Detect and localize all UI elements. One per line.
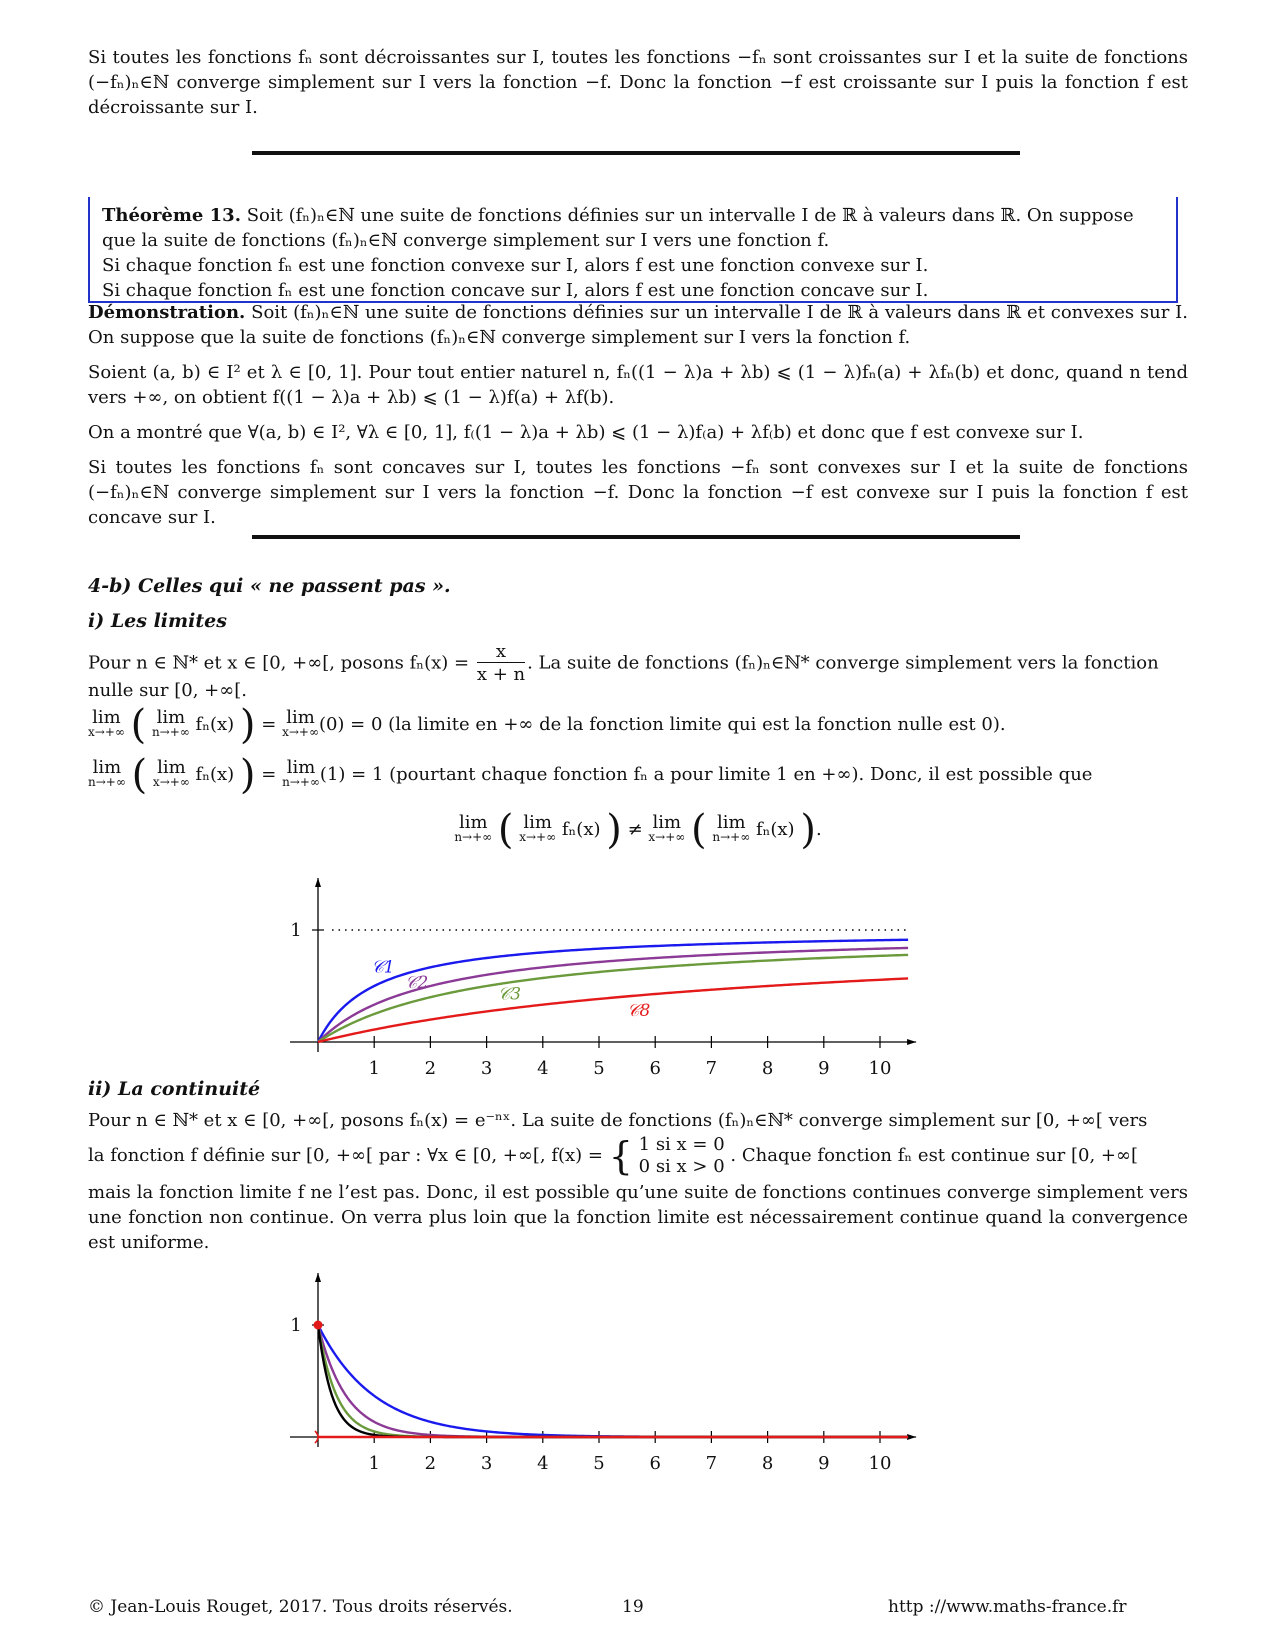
x-tick-label-1: 1 xyxy=(368,1058,380,1079)
demo-text1: Soit (fₙ)ₙ∈ℕ une suite de fonctions définies sur un intervalle I de ℝ à valeurs dans ℝ et convexes sur I. On suppose que la suite de fonctions (fₙ)ₙ∈ℕ converge simplement sur I vers la fonction f. xyxy=(88,302,1188,348)
lim-2: lim x→+∞ xyxy=(519,812,557,844)
x-tick-label-5: 5 xyxy=(593,1453,605,1474)
equation-row-3: lim n→+∞ ( lim x→+∞ fₙ(x) ) ≠ lim x→+∞ ( lim n→+∞ fₙ(x) ). xyxy=(454,807,822,853)
inner-expression: fₙ(x) xyxy=(195,714,235,735)
open-paren: ( xyxy=(131,752,148,798)
lim-eq: lim n→+∞ xyxy=(282,757,320,789)
continuity-text-b: . Chaque fonction fₙ est continue sur [0, +∞[ xyxy=(730,1145,1138,1166)
continuity-definition-line: la fonction f définie sur [0, +∞[ par : ∀x ∈ [0, +∞[, f(x) = { 1 si x = 0 0 si x > 0 . Chaque fonction fₙ est continue sur [0, +∞[ xyxy=(88,1134,1138,1178)
limit-function-point xyxy=(314,1321,323,1330)
lim-inner: lim n→+∞ xyxy=(151,707,190,739)
lim-1: lim n→+∞ xyxy=(454,812,493,844)
curve-label-𝒞2: 𝒞2 xyxy=(405,973,429,994)
equation-row-1: lim x→+∞ ( lim n→+∞ fₙ(x) ) = lim x→+∞ (0) = 0 (la limite en +∞ de la fonction limite qui est la fonction nulle est 0). xyxy=(88,702,1006,748)
chart-limits xyxy=(280,870,930,1085)
x-tick-label-7: 7 xyxy=(705,1058,718,1079)
x-tick-label-9: 9 xyxy=(818,1453,830,1474)
lim-outer: lim x→+∞ xyxy=(88,707,125,739)
x-axis-arrow xyxy=(907,1039,916,1045)
x-tick-label-6: 6 xyxy=(649,1058,661,1079)
paragraph-decreasing: Si toutes les fonctions fₙ sont décroissantes sur I, toutes les fonctions −fₙ sont croissantes sur I et la suite de fonctions (−fₙ)ₙ∈ℕ converge simplement sur I vers la fonction −f. Donc la fonction −f est croissante sur I puis la fonction f est décroissante sur I. xyxy=(88,47,1188,118)
expression-1: fₙ(x) xyxy=(561,819,601,840)
fraction-denominator: x + n xyxy=(476,664,526,685)
x-tick-label-8: 8 xyxy=(761,1453,774,1474)
curve-n=2 xyxy=(318,1325,908,1437)
equation-comment: (pourtant chaque fonction fₙ a pour limite 1 en +∞). Donc, il est possible que xyxy=(389,764,1093,785)
x-tick-label-10: 10 xyxy=(868,1453,892,1474)
y-axis-arrow xyxy=(315,1273,321,1282)
limits-null-line: nulle sur [0, +∞[. xyxy=(88,680,247,701)
x-tick-label-6: 6 xyxy=(649,1453,661,1474)
x-tick-label-4: 4 xyxy=(537,1058,549,1079)
demo-paragraph4: Si toutes les fonctions fₙ sont concaves sur I, toutes les fonctions −fₙ sont convexes sur I et la suite de fonctions (−fₙ)ₙ∈ℕ converge simplement sur I vers la fonction −f. Donc la fonction −f est convexe sur I puis la fonction f est concave sur I. xyxy=(88,457,1188,528)
section-limits-heading: i) Les limites xyxy=(88,610,227,632)
x-tick-label-10: 10 xyxy=(868,1058,892,1079)
footer-url[interactable]: http ://www.maths-france.fr xyxy=(888,1597,1127,1617)
x-tick-label-7: 7 xyxy=(705,1453,718,1474)
curve-label-𝒞1: 𝒞1 xyxy=(371,957,395,978)
not-equal-sign: ≠ xyxy=(627,819,643,840)
inner-expression: fₙ(x) xyxy=(195,764,235,785)
x-axis-arrow xyxy=(907,1434,916,1440)
limits-fraction xyxy=(476,641,526,685)
x-tick-label-8: 8 xyxy=(761,1058,774,1079)
curve-label-𝒞8: 𝒞8 xyxy=(627,1001,651,1022)
footer-page-number: 19 xyxy=(622,1597,644,1617)
section-4b-heading: 4-b) Celles qui « ne passent pas ». xyxy=(88,575,451,597)
x-tick-label-5: 5 xyxy=(593,1058,605,1079)
expression-2: fₙ(x) xyxy=(755,819,795,840)
continuity-paragraph3: mais la fonction limite f ne l’est pas. Donc, il est possible qu’une suite de fonctions continues converge simplement vers une fonction non continue. On verra plus loin que la fonction limite est nécessairement continue quand la convergence est uniforme. xyxy=(88,1182,1188,1253)
close-paren: ) xyxy=(239,752,256,798)
continuity-text-a: la fonction f définie sur [0, +∞[ par : ∀x ∈ [0, +∞[, f(x) = xyxy=(88,1145,603,1166)
x-tick-label-3: 3 xyxy=(480,1453,493,1474)
theorem-line2: Si chaque fonction fₙ est une fonction convexe sur I, alors f est une fonction convexe sur I. xyxy=(102,255,929,276)
continuity-paragraph1: Pour n ∈ ℕ* et x ∈ [0, +∞[, posons fₙ(x) = e⁻ⁿˣ. La suite de fonctions (fₙ)ₙ∈ℕ* converge simplement sur [0, +∞[ vers xyxy=(88,1110,1148,1131)
demo-paragraph3: On a montré que ∀(a, b) ∈ I², ∀λ ∈ [0, 1], f₍(1 − λ)a + λb) ⩽ (1 − λ)f₍a) + λf₍b) et donc que f est convexe sur I. xyxy=(88,422,1084,443)
section-continuity-heading: ii) La continuité xyxy=(88,1078,261,1100)
limits-text-a: Pour n ∈ ℕ* et x ∈ [0, +∞[, posons fₙ(x) = xyxy=(88,652,470,674)
x-tick-label-9: 9 xyxy=(818,1058,830,1079)
x-tick-label-4: 4 xyxy=(537,1453,549,1474)
theorem-line1 xyxy=(102,203,1164,253)
case-1: 1 si x = 0 xyxy=(638,1134,725,1155)
piecewise-cases xyxy=(639,1134,725,1178)
lim-3: lim x→+∞ xyxy=(648,812,686,844)
limits-definition-line xyxy=(88,641,1188,685)
theorem-statement: Soit (fₙ)ₙ∈ℕ une suite de fonctions définies sur un intervalle I de ℝ à valeurs dans ℝ. On suppose que la suite de fonctions (fₙ)ₙ∈ℕ converge simplement sur I vers une fonction f. xyxy=(102,205,1134,251)
curve-n=1 xyxy=(318,1325,908,1437)
equation-row-2: lim n→+∞ ( lim x→+∞ fₙ(x) ) = lim n→+∞ (1) = 1 (pourtant chaque fonction fₙ a pour limite 1 en +∞). Donc, il est possible que xyxy=(88,752,1093,798)
chart-continuity xyxy=(280,1265,930,1480)
section-rule-top xyxy=(252,151,1020,155)
limits-text-b: . La suite de fonctions (fₙ)ₙ∈ℕ* converge simplement vers la fonction xyxy=(527,652,1159,674)
demo-title: Démonstration. xyxy=(88,302,246,323)
equation-rhs: (0) = 0 xyxy=(318,714,383,735)
equation-comment: (la limite en +∞ de la fonction limite qui est la fonction nulle est 0). xyxy=(388,714,1006,735)
footer-copyright: © Jean-Louis Rouget, 2017. Tous droits réservés. xyxy=(88,1597,513,1617)
close-paren: ) xyxy=(239,702,256,748)
y-tick-label-1: 1 xyxy=(290,920,302,941)
lim-eq: lim x→+∞ xyxy=(282,707,319,739)
x-tick-label-2: 2 xyxy=(424,1058,437,1079)
x-tick-label-2: 2 xyxy=(424,1453,437,1474)
lim-outer: lim n→+∞ xyxy=(88,757,126,789)
demo-paragraph2: Soient (a, b) ∈ I² et λ ∈ [0, 1]. Pour tout entier naturel n, fₙ((1 − λ)a + λb) ⩽ (1 − λ)fₙ(a) + λfₙ(b) et donc, quand n tend vers +∞, on obtient f((1 − λ)a + λb) ⩽ (1 − λ)f(a) + λf(b). xyxy=(88,362,1188,408)
y-axis-arrow xyxy=(315,878,321,887)
y-tick-label-1: 1 xyxy=(290,1315,302,1336)
curve-n=4 xyxy=(318,1325,908,1437)
curve-𝒞2 xyxy=(318,948,908,1042)
curve-label-𝒞3: 𝒞3 xyxy=(497,984,522,1005)
fraction-numerator: x xyxy=(477,645,525,663)
section-rule-bottom xyxy=(252,535,1020,539)
lim-4: lim n→+∞ xyxy=(712,812,751,844)
theorem-box xyxy=(88,197,1178,303)
lim-inner: lim x→+∞ xyxy=(152,757,190,789)
x-tick-label-3: 3 xyxy=(480,1058,493,1079)
equation-rhs: (1) = 1 xyxy=(319,764,384,785)
open-paren: ( xyxy=(130,702,147,748)
case-2: 0 si x > 0 xyxy=(638,1156,725,1177)
theorem-title: Théorème 13. xyxy=(102,205,241,226)
x-tick-label-1: 1 xyxy=(368,1453,380,1474)
demo-paragraph1 xyxy=(88,300,1188,350)
curve-n=3 xyxy=(318,1325,908,1437)
theorem-line3: Si chaque fonction fₙ est une fonction concave sur I, alors f est une fonction concave sur I. xyxy=(102,280,929,301)
